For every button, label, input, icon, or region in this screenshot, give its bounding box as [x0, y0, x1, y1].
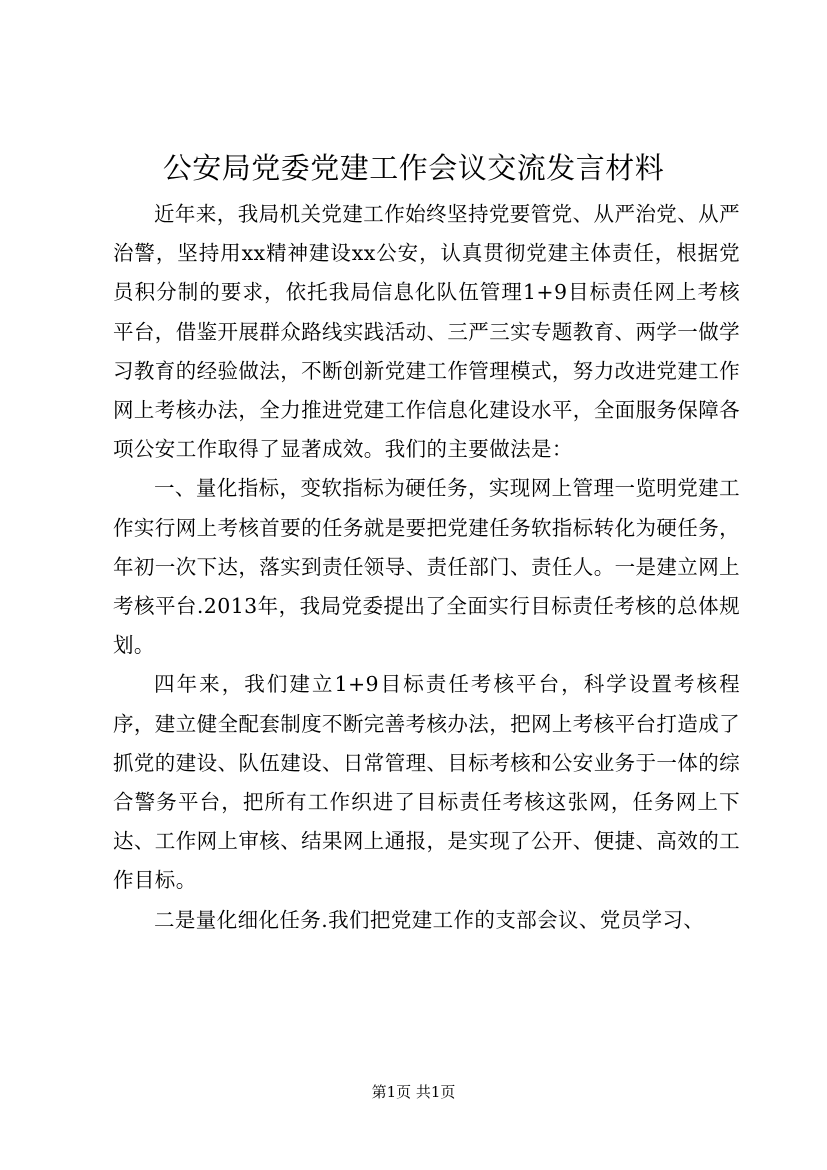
paragraph-quantify-indicators: 一、量化指标，变软指标为硬任务，实现网上管理一览明党建工作实行网上考核首要的任务就是要把党建任务软指标转化为硬任务，年初一次下达，落实到责任领导、责任部门、责任人。一是建立网上考核平台.2013年，我局党委提出了全面实行目标责任考核的总体规划。	[113, 476, 740, 658]
paragraph-refine-tasks: 二是量化细化任务.我们把党建工作的支部会议、党员学习、	[154, 907, 705, 932]
paragraph-intro: 近年来，我局机关党建工作始终坚持党要管党、从严治党、从严治警，坚持用xx精神建设xx公安，认真贯彻党建主体责任，根据党员积分制的要求，依托我局信息化队伍管理1+9目标责任网上考核平台，借鉴开展群众路线实践活动、三严三实专题教育、两学一做学习教育的经验做法，不断创新党建工作管理模式，努力改进党建工作网上考核办法，全力推进党建工作信息化建设水平，全面服务保障各项公安工作取得了显著成效。我们的主要做法是：	[113, 202, 740, 462]
page-footer: 第1页 共1页	[371, 1083, 456, 1101]
document-title: 公安局党委党建工作会议交流发言材料	[162, 151, 665, 185]
document-body	[113, 195, 740, 940]
paragraph-four-years: 四年来，我们建立1+9目标责任考核平台，科学设置考核程序，建立健全配套制度不断完善考核办法，把网上考核平台打造成了抓党的建设、队伍建设、日常管理、目标考核和公安业务于一体的综合警务平台，把所有工作织进了目标责任考核这张网，任务网上下达、工作网上审核、结果网上通报，是实现了公开、便捷、高效的工作目标。	[113, 672, 740, 893]
